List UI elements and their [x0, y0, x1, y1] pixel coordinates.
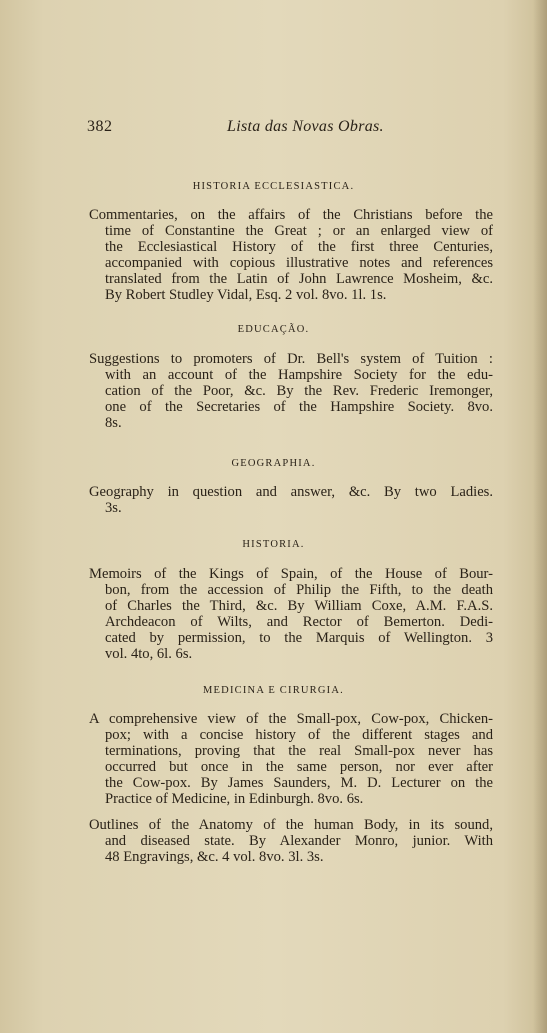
entry-line: Memoirs of the Kings of Spain, of the House of Bour- — [89, 566, 493, 582]
entry-small-pox — [89, 711, 493, 808]
entry-line: Geography in question and answer, &c. By two Ladies. — [89, 484, 493, 500]
entry-line: with an account of the Hampshire Society for the edu- — [105, 367, 493, 384]
section-heading-geographia: GEOGRAPHIA. — [231, 458, 316, 469]
entry-line: pox; with a concise history of the different stages and — [105, 727, 493, 744]
entry-line: 48 Engravings, &c. 4 vol. 8vo. 3l. 3s. — [105, 849, 324, 866]
entry-line: By Robert Studley Vidal, Esq. 2 vol. 8vo. 1l. 1s. — [105, 287, 387, 304]
section-heading-historia: HISTORIA. — [242, 539, 305, 550]
entry-line: 8s. — [105, 415, 122, 432]
entry-line: of Charles the Third, &c. By William Coxe, A.M. F.A.S. — [105, 598, 493, 615]
entry-line: Archdeacon of Wilts, and Rector of Bemerton. Dedi- — [105, 614, 493, 631]
entry-geography — [89, 484, 493, 516]
entry-line: accompanied with copious illustrative notes and references — [105, 255, 493, 272]
entry-line: A comprehensive view of the Small-pox, Cow-pox, Chicken- — [89, 711, 493, 727]
entry-line: Suggestions to promoters of Dr. Bell's system of Tuition : — [89, 351, 493, 367]
entry-line: cated by permission, to the Marquis of Wellington. 3 — [105, 630, 493, 647]
entry-line: occurred but once in the same person, nor ever after — [105, 759, 493, 776]
entry-line: vol. 4to, 6l. 6s. — [105, 646, 193, 663]
section-heading-medicina-e-cirurgia: MEDICINA E CIRURGIA. — [203, 685, 344, 696]
section-heading-historia-ecclesiastica: HISTORIA ECCLESIASTICA. — [192, 181, 355, 192]
entry-line: 3s. — [105, 500, 122, 517]
entry-commentaries — [89, 207, 493, 304]
entry-memoirs — [89, 566, 493, 663]
entry-line: Outlines of the Anatomy of the human Body, in its sound, — [89, 817, 493, 833]
entry-line: cation of the Poor, &c. By the Rev. Frederic Iremonger, — [105, 383, 493, 400]
entry-line: the Ecclesiastical History of the first three Centuries, — [105, 239, 493, 256]
entry-line: the Cow-pox. By James Saunders, M. D. Lecturer on the — [105, 775, 493, 792]
section-heading-educacao: EDUCAÇÃO. — [237, 324, 310, 335]
entry-line: translated from the Latin of John Lawrence Mosheim, &c. — [105, 271, 493, 288]
entry-line: one of the Secretaries of the Hampshire Society. 8vo. — [105, 399, 493, 416]
entry-line: Commentaries, on the affairs of the Christians before the — [89, 207, 493, 223]
page-number: 382 — [87, 118, 113, 135]
running-title: Lista das Novas Obras. — [227, 118, 384, 135]
entry-suggestions — [89, 351, 493, 431]
page-edge-shadow — [533, 0, 547, 1033]
entry-line: and diseased state. By Alexander Monro, junior. With — [105, 833, 493, 850]
entry-outlines-anatomy — [89, 817, 493, 865]
entry-line: Practice of Medicine, in Edinburgh. 8vo. 6s. — [105, 791, 364, 808]
entry-line: time of Constantine the Great ; or an enlarged view of — [105, 223, 493, 240]
entry-line: terminations, proving that the real Small-pox never has — [105, 743, 493, 760]
entry-line: bon, from the accession of Philip the Fifth, to the death — [105, 582, 493, 599]
